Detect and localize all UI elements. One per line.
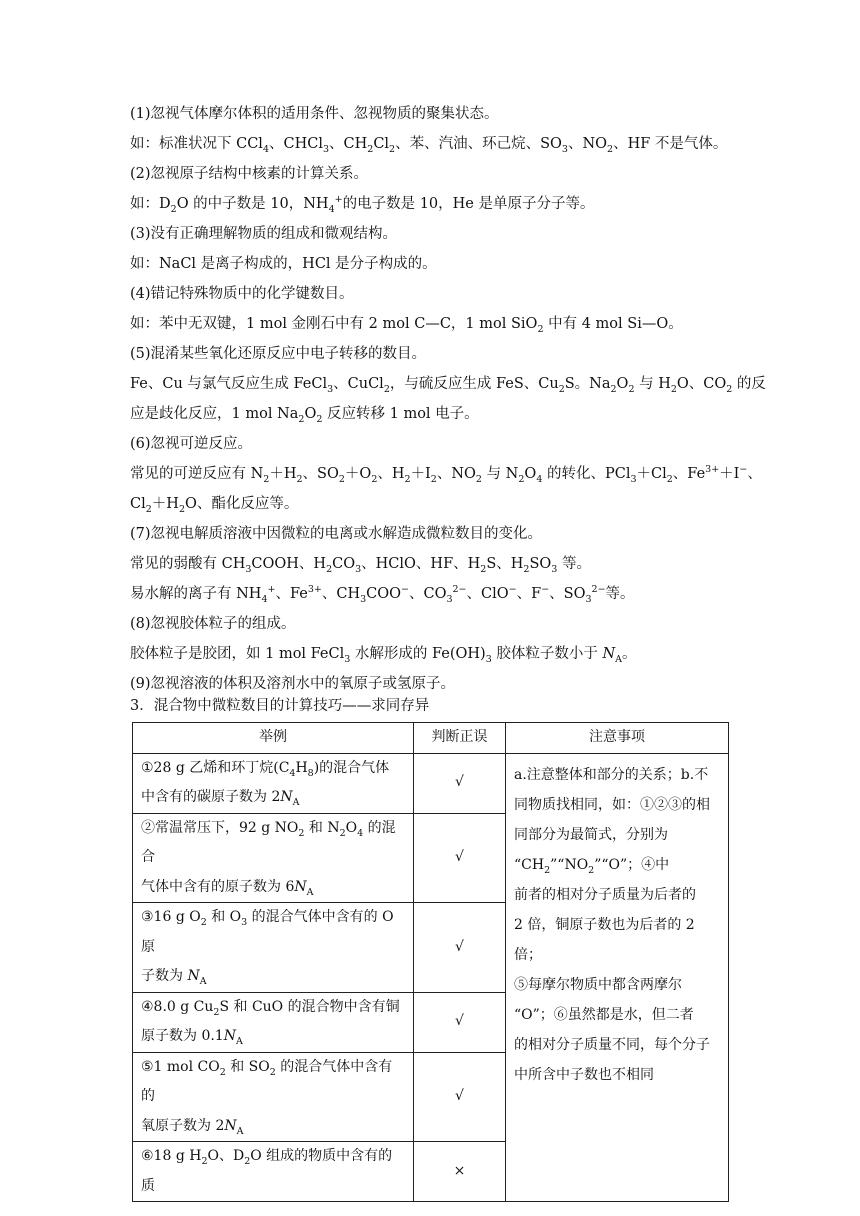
example-cell: ②常温常压下，92 g $NO_2$ 和 $N_2O_4$ 的混合 气体中含有的原子数为 $6N_A$ bbox=[133, 813, 414, 903]
item-detail-6b: $Cl_2+H_2O$、酯化反应等。 bbox=[130, 496, 299, 515]
item-detail-5b: 应是歧化反应，1 mol $Na_2O_2$ 反应转移 1 mol 电子。 bbox=[130, 406, 479, 425]
example-cell: ⑥18 g $H_2O$、$D_2O$ 组成的物质中含有的质 bbox=[133, 1142, 414, 1202]
item-detail-6a: 常见的可逆反应有 $N_2+H_2$、$SO_2+O_2$、$H_2+I_2$、$NO_2$ 与 $N_2O_4$ 的转化、$PCl_3+Cl_2$、$Fe^{3+}+I^-$、 bbox=[130, 464, 762, 485]
item-heading-6: (6)忽视可逆反应。 bbox=[130, 436, 253, 452]
judgement-cell: × bbox=[414, 1142, 506, 1202]
judgement-cell: √ bbox=[414, 813, 506, 903]
example-cell: ④8.0 g $Cu_2S$ 和 CuO 的混合物中含有铜 原子数为 $0.1N_A$ bbox=[133, 992, 414, 1052]
item-detail-5a: Fe、Cu 与氯气反应生成 FeCl$_3$、CuCl$_2$，与硫反应生成 FeS、$Cu_2S$。$Na_2O_2$ 与 $H_2O$、$CO_2$ 的反 bbox=[130, 376, 766, 395]
item-heading-8: (8)忽视胶体粒子的组成。 bbox=[130, 616, 296, 632]
judgement-cell: √ bbox=[414, 1052, 506, 1142]
item-heading-4: (4)错记特殊物质中的化学键数目。 bbox=[130, 286, 354, 302]
examples-table bbox=[132, 722, 729, 1202]
item-detail-1: 如：标准状况下 CCl$_4$、CHCl$_3$、$CH_2Cl_2$、苯、汽油、环己烷、$SO_3$、$NO_2$、HF 不是气体。 bbox=[130, 136, 728, 155]
item-detail-7b: 易水解的离子有 $NH_4^+$、$Fe^{3+}$、$CH_3COO^-$、$CO_3^{2-}$、ClO−、F−、$SO_3^{2-}$等。 bbox=[130, 584, 635, 605]
item-heading-2: (2)忽视原子结构中核素的计算关系。 bbox=[130, 166, 369, 182]
example-cell: ①28 g 乙烯和环丁烷$(C_4H_8)$的混合气体 中含有的碳原子数为 $2N_A$ bbox=[133, 753, 414, 813]
judgement-cell: √ bbox=[414, 992, 506, 1052]
item-detail-4: 如：苯中无双键，1 mol 金刚石中有 2 mol C—C，1 mol SiO$_2$ 中有 4 mol Si—O。 bbox=[130, 316, 683, 335]
judgement-cell: √ bbox=[414, 753, 506, 813]
section-title: 3．混合物中微粒数目的计算技巧——求同存异 bbox=[130, 698, 430, 714]
header-judgement: 判断正误 bbox=[414, 723, 506, 754]
item-heading-1: (1)忽视气体摩尔体积的适用条件、忽视物质的聚集状态。 bbox=[130, 106, 499, 122]
note-cell: a.注意整体和部分的关系；b.不 同物质找相同，如：①②③的相 同部分为最简式，分别为 “$CH_2”“NO_2”“O$”；④中 前者的相对分子质量为后者的 2 倍，铜原子数也为后者的 2 倍； ⑤每摩尔物质中都含两摩尔 “O”；⑥虽然都是水，但二者 的相对分子质量不同，每个分子 中所含中子数也不相同 bbox=[506, 753, 729, 1202]
example-cell: ⑤1 mol $CO_2$ 和 $SO_2$ 的混合气体中含有的 氧原子数为 $2N_A$ bbox=[133, 1052, 414, 1142]
table-row bbox=[133, 753, 729, 813]
header-example: 举例 bbox=[133, 723, 414, 754]
item-heading-3: (3)没有正确理解物质的组成和微观结构。 bbox=[130, 226, 398, 242]
item-heading-5: (5)混淆某些氧化还原反应中电子转移的数目。 bbox=[130, 346, 427, 362]
item-detail-7a: 常见的弱酸有 $CH_3COOH$、$H_2CO_3$、HClO、HF、$H_2S$、$H_2SO_3$ 等。 bbox=[130, 556, 591, 575]
item-detail-2: 如：$D_2O$ 的中子数是 10，$NH_4^+$的电子数是 10，He 是单原子分子等。 bbox=[130, 194, 595, 215]
item-detail-3: 如：NaCl 是离子构成的，HCl 是分子构成的。 bbox=[130, 256, 437, 272]
example-cell: ③16 g $O_2$ 和 $O_3$ 的混合气体中含有的 O 原 子数为 $N_A$ bbox=[133, 903, 414, 993]
item-detail-8: 胶体粒子是胶团，如 1 mol FeCl$_3$ 水解形成的 $Fe(OH)_3$ 胶体粒子数小于 $N_A$。 bbox=[130, 646, 637, 665]
item-heading-7: (7)忽视电解质溶液中因微粒的电离或水解造成微粒数目的变化。 bbox=[130, 526, 543, 542]
judgement-cell: √ bbox=[414, 903, 506, 993]
item-heading-9: (9)忽视溶液的体积及溶剂水中的氧原子或氢原子。 bbox=[130, 676, 456, 692]
header-notes: 注意事项 bbox=[506, 723, 729, 754]
table-header-row bbox=[133, 723, 729, 754]
